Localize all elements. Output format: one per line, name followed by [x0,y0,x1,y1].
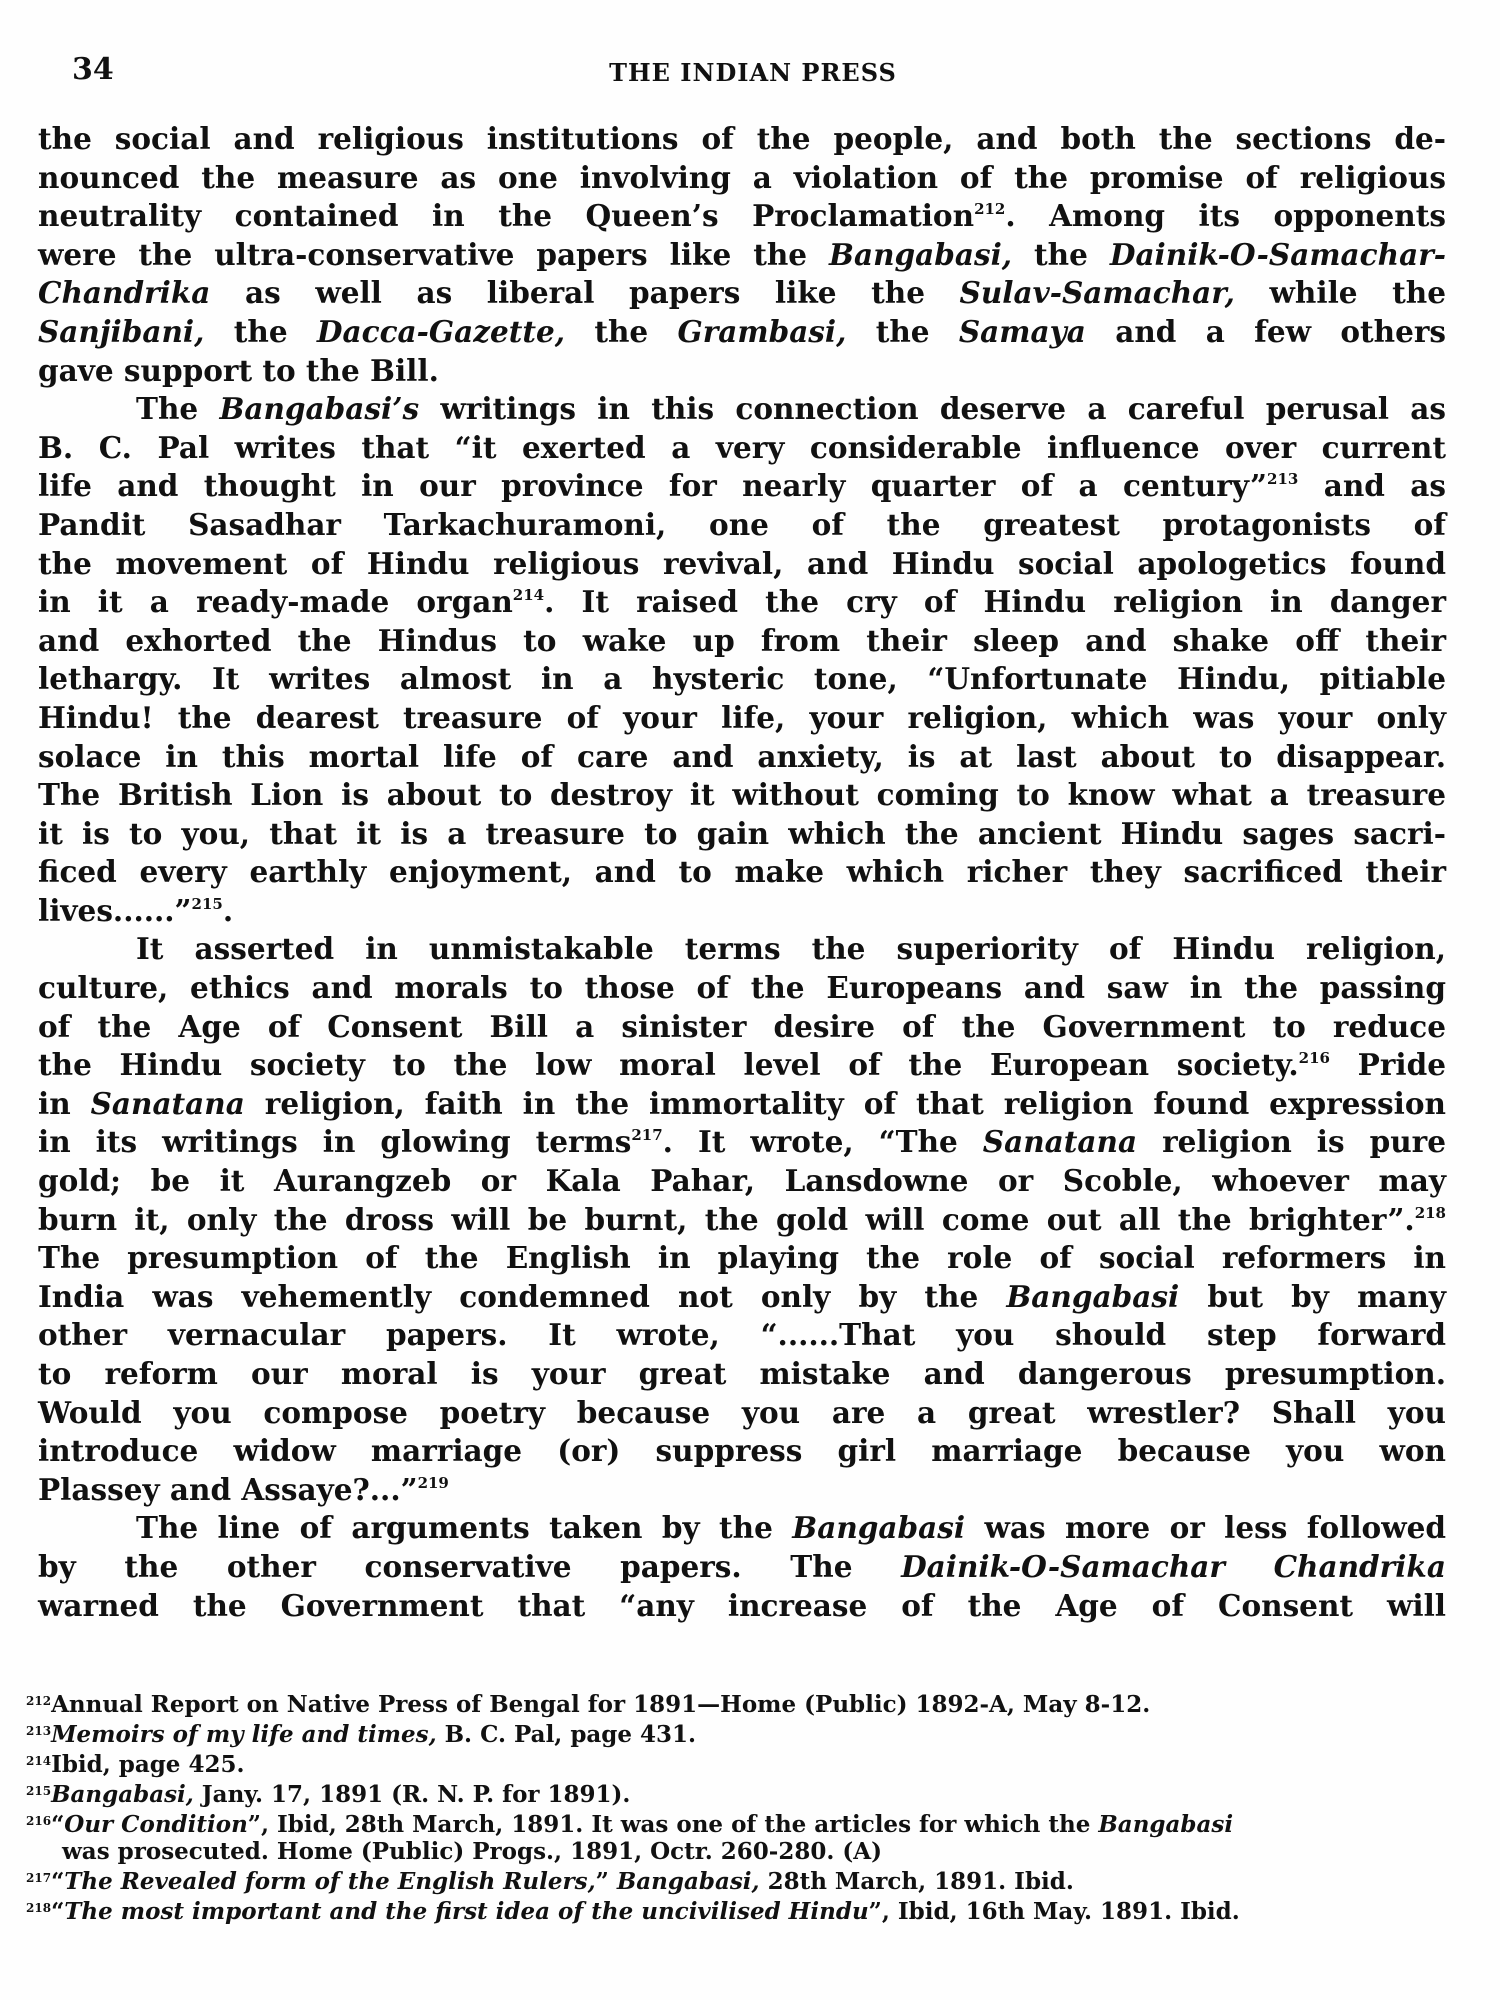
text-line: neutrality contained in the Queen’s Proclamation$^{212}$. Among its opponents [38,198,1446,234]
text-line: were the ultra-conservative papers like the Bangabasi, the Dainik-O-Samachar- [38,236,1446,272]
footnote-216: $^{216}$“Our Condition”, Ibid, 28th March, 1891. It was one of the articles for which the Bangabasi [26,1811,1234,1838]
text-line: by the other conservative papers. The Dainik-O-Samachar Chandrika [38,1548,1446,1584]
footnote-ref: 217 [631,1126,663,1145]
text-line: gold; be it Aurangzeb or Kala Pahar, Lansdowne or Scoble, whoever may [38,1163,1446,1199]
text-line: The British Lion is about to destroy it without coming to know what a treasure [38,777,1446,813]
text-line: the social and religious institutions of the people, and both the sections de- [38,121,1446,156]
footnote-ref: 212 [974,200,1006,219]
text-line: warned the Government that “any increase of the Age of Consent will [38,1587,1446,1623]
text-line: The line of arguments taken by the Bangabasi was more or less followed [136,1510,1447,1546]
page-number: 34 [72,52,114,87]
footnote-217: $^{217}$“The Revealed form of the English Rulers,” Bangabasi, 28th March, 1891. Ibid. [26,1868,1074,1895]
footnote-ref: 219 [417,1473,449,1492]
text-line: Hindu! the dearest treasure of your life, your religion, which was your only [38,699,1446,735]
running-head: THE INDIAN PRESS [609,58,897,87]
text-line: culture, ethics and morals to those of the Europeans and saw in the passing [38,970,1446,1006]
footnote-ref: 216 [1298,1049,1330,1068]
text-line: in its writings in glowing terms$^{217}$. It wrote, “The Sanatana religion is pure [38,1124,1446,1160]
footnote-213: $^{213}$Memoirs of my life and times, B. C. Pal, page 431. [26,1721,697,1748]
text-line: the Hindu society to the low moral level of the European society.$^{216}$ Pride [38,1047,1446,1083]
footnote-215: $^{215}$Bangabasi, Jany. 17, 1891 (R. N. P. for 1891). [26,1781,631,1808]
text-line: gave support to the Bill. [38,352,439,388]
text-line: The Bangabasi’s writings in this connection deserve a careful perusal as [136,391,1446,427]
footnotes [26,1688,1446,1925]
footnote-ref: 215 [191,894,223,913]
footnote-ref: 214 [512,586,545,605]
text-line: Pandit Sasadhar Tarkachuramoni, one of the greatest protagonists of [38,506,1446,542]
footnote-ref: 213 [1267,470,1299,489]
text-line: it is to you, that it is a treasure to gain which the ancient Hindu sages sacri- [38,815,1446,851]
footnote-212: $^{212}$Annual Report on Native Press of Bengal for 1891—Home (Public) 1892-A, May 8-12. [26,1691,1151,1718]
text-line: in it a ready-made organ$^{214}$. It raised the cry of Hindu religion in danger [38,584,1446,620]
page-header [58,52,1448,102]
text-line: and exhorted the Hindus to wake up from their sleep and shake off their [38,622,1446,658]
text-line: Would you compose poetry because you are a great wrestler? Shall you [38,1394,1446,1430]
text-line: life and thought in our province for nearly quarter of a century”$^{213}$ and as [38,468,1447,504]
text-line: India was vehemently condemned not only by the Bangabasi but by many [38,1278,1446,1314]
text-line: of the Age of Consent Bill a sinister desire of the Government to reduce [38,1008,1446,1044]
text-line: Sanjibani, the Dacca-Gazette, the Grambasi, the Samaya and a few others [38,313,1446,349]
text-line: lethargy. It writes almost in a hysteric tone, “Unfortunate Hindu, pitiable [38,661,1446,697]
text-line: Chandrika as well as liberal papers like the Sulav-Samachar, while the [38,275,1446,311]
text-line: the movement of Hindu religious revival, and Hindu social apologetics found [38,545,1446,581]
text-line: The presumption of the English in playing the role of social reformers in [38,1240,1446,1276]
text-line: lives......”$^{215}$. [38,892,234,928]
footnote-218: $^{218}$“The most important and the first idea of the uncivilised Hindu”, Ibid, 16th May. 1891. Ibid. [26,1898,1240,1925]
text-line: burn it, only the dross will be burnt, the gold will come out all the brighter”.$^{218}$ [38,1201,1446,1237]
footnote-216-continued: was prosecuted. Home (Public) Progs., 1891, Octr. 260-280. (A) [62,1838,882,1865]
text-line: solace in this mortal life of care and anxiety, is at last about to disappear. [38,738,1446,774]
text-line: nounced the measure as one involving a violation of the promise of religious [38,159,1446,195]
text-line: Plassey and Assaye?...”$^{219}$ [38,1471,449,1507]
text-line: It asserted in unmistakable terms the superiority of Hindu religion, [136,931,1446,967]
text-line: in Sanatana religion, faith in the immortality of that religion found expression [38,1085,1446,1121]
text-line: other vernacular papers. It wrote, “......That you should step forward [38,1317,1446,1353]
text-line: introduce widow marriage (or) suppress girl marriage because you won [38,1433,1446,1469]
text-line: B. C. Pal writes that “it exerted a very considerable influence over current [38,429,1446,465]
text-line: ficed every earthly enjoyment, and to make which richer they sacrificed their [38,854,1446,890]
text-line: to reform our moral is your great mistake and dangerous presumption. [38,1356,1446,1391]
footnote-214: $^{214}$Ibid, page 425. [26,1751,245,1778]
body-text [38,120,1446,1625]
footnote-ref: 218 [1414,1203,1446,1222]
